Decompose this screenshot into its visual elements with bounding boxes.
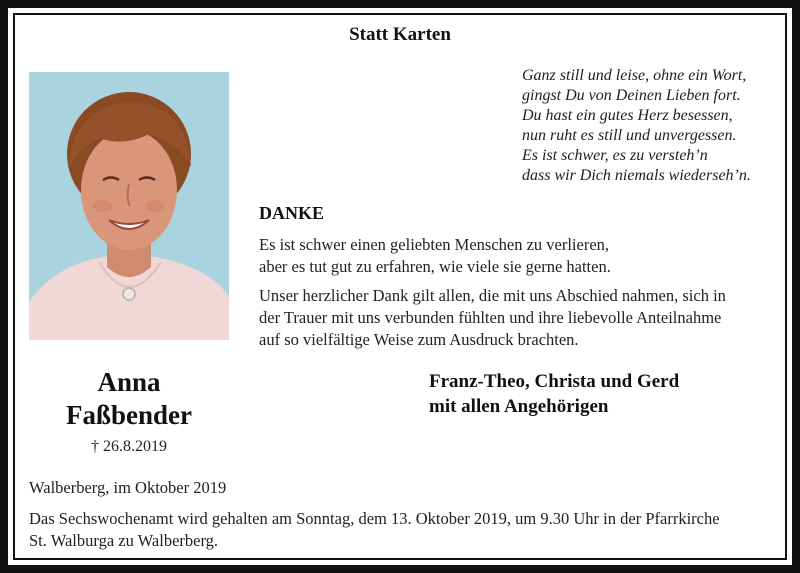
thanks-line: aber es tut gut zu erfahren, wie viele sie gerne hatten. — [259, 257, 611, 276]
deceased-name — [29, 366, 229, 432]
thanks-line: Es ist schwer einen geliebten Menschen zu verlieren, — [259, 235, 610, 254]
thanks-paragraph-2 — [259, 285, 779, 351]
thanks-line: der Trauer mit uns verbunden fühlten und ihre liebevolle Anteilnahme — [259, 308, 722, 327]
poem-line: nun ruht es still und unvergessen. — [522, 127, 737, 144]
mass-notice — [29, 508, 779, 552]
poem-line: Ganz still und leise, ohne ein Wort, — [522, 67, 747, 84]
portrait-photo — [29, 72, 229, 340]
death-date: † 26.8.2019 — [91, 438, 167, 455]
signature-line-1: Franz-Theo, Christa und Gerd — [429, 371, 680, 392]
deceased-last-name: Faßbender — [65, 400, 192, 430]
thanks-heading: DANKE — [259, 203, 325, 223]
signature — [429, 369, 679, 419]
thanks-line: Unser herzlicher Dank gilt allen, die mit uns Abschied nahmen, sich in — [259, 286, 726, 305]
poem — [522, 66, 782, 186]
poem-line: Es ist schwer, es zu versteh’n — [522, 147, 708, 164]
poem-line: gingst Du von Deinen Lieben fort. — [522, 87, 741, 104]
thanks-paragraph-1 — [259, 234, 779, 278]
page-title: Statt Karten — [349, 24, 451, 45]
mass-notice-line-1: Das Sechswochenamt wird gehalten am Sonntag, dem 13. Oktober 2019, um 9.30 Uhr in der Pfarrkirche — [29, 509, 720, 528]
deceased-first-name: Anna — [97, 367, 161, 397]
poem-line: Du hast ein gutes Herz besessen, — [522, 107, 733, 124]
place-date: Walberberg, im Oktober 2019 — [29, 478, 227, 497]
signature-line-2: mit allen Angehörigen — [429, 396, 609, 417]
poem-line: dass wir Dich niemals wiederseh’n. — [522, 167, 751, 184]
mass-notice-line-2: St. Walburga zu Walberberg. — [29, 531, 219, 550]
thanks-line: auf so vielfältige Weise zum Ausdruck brachten. — [259, 330, 579, 349]
